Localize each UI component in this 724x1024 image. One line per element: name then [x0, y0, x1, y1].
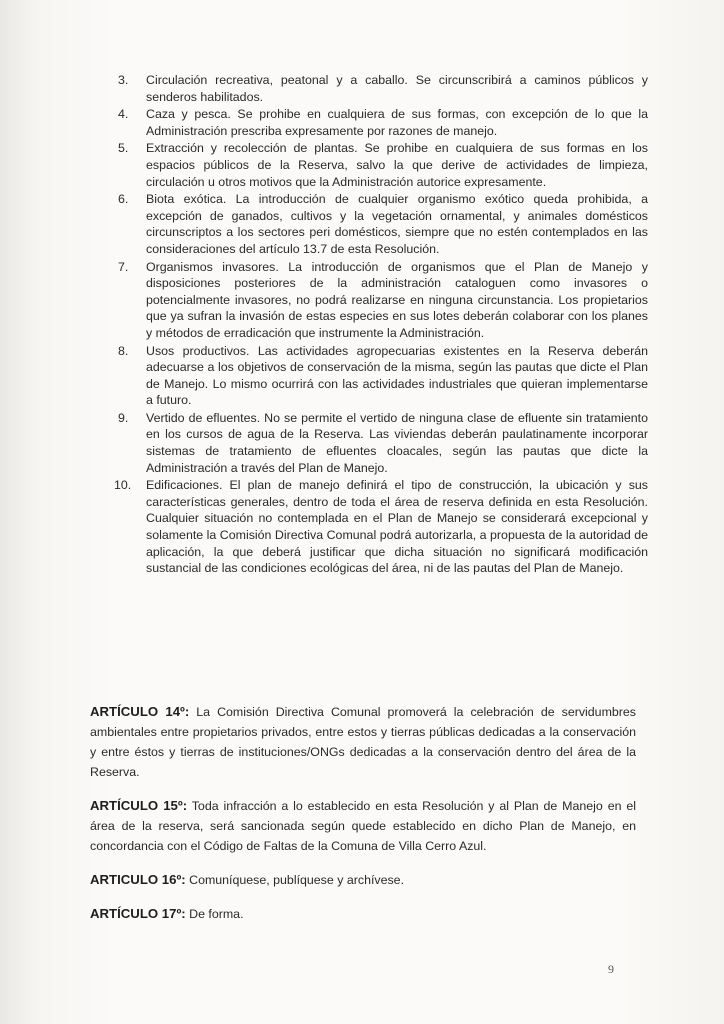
article-text: Toda infracción a lo establecido en esta Resolución y al Plan de Manejo en el área de la reserva, será sancionada según quede establecido en dicho Plan de Manejo, en concordancia con el Código de Faltas de la Comuna de Villa Cerro Azul. [90, 799, 636, 854]
item-text: Caza y pesca. Se prohibe en cualquiera de sus formas, con excepción de lo que la Administración prescriba expresamente por razones de manejo. [146, 107, 648, 138]
item-number: 9. [118, 410, 129, 425]
article-heading: ARTÍCULO 17º: [90, 906, 186, 922]
article-heading: ARTÍCULO 15º: [90, 798, 188, 814]
article-heading: ARTICULO 16º: [90, 872, 186, 888]
item-number: 5. [118, 141, 129, 156]
article-text: Comuníquese, publíquese y archívese. [185, 873, 405, 888]
article-text: De forma. [185, 907, 244, 922]
list-item [114, 477, 648, 577]
item-text: Edificaciones. El plan de manejo definirá el tipo de construcción, la ubicación y sus características generales, dentro de toda el área de reserva definida en esta Resolución. Cualquier situación no contemplada en el Plan de Manejo se considerará excepcional y solamente la Comisión Directiva Comunal podrá autorizarla, a propuesta de la autoridad de aplicación, la que deberá justificar que dicha situación no significará modificación sustancial de las condiciones ecológicas del área, ni de las pautas del Plan de Manejo. [146, 478, 648, 576]
list-item [118, 72, 648, 105]
item-number: 4. [118, 107, 129, 122]
item-number: 10. [114, 478, 132, 493]
item-number: 3. [118, 73, 129, 87]
numbered-list [114, 72, 648, 578]
list-item [118, 106, 648, 139]
item-text: Vertido de efluentes. No se permite el vertido de ninguna clase de efluente sin tratamiento en los cursos de agua de la Reserva. Las viviendas deberán paulatinamente incorporar sistemas de tratamiento de efluentes cloacales, según las pautas que dicte la Administración a través del Plan de Manejo. [146, 410, 648, 475]
item-text: Usos productivos. Las actividades agropecuarias existentes en la Reserva deberán adecuarse a los objetivos de conservación de la misma, según las pautas que dicte el Plan de Manejo. Lo mismo ocurrirá con las actividades industriales que quieran implementarse a futuro. [146, 343, 648, 408]
item-text: Extracción y recolección de plantas. Se prohibe en cualquiera de sus formas en los espacios públicos de la Reserva, salvo la que derive de actividades de limpieza, circulación u otros motivos que la Administración autorice expresamente. [146, 141, 648, 189]
list-item [118, 343, 648, 409]
item-number: 8. [118, 343, 129, 358]
article-heading: ARTÍCULO 14º: [90, 704, 190, 720]
item-text: Circulación recreativa, peatonal y a caballo. Se circunscribirá a caminos públicos y senderos habilitados. [146, 73, 648, 104]
item-text: Organismos invasores. La introducción de organismos que el Plan de Manejo y disposiciones posteriores de la administración cataloguen como invasores o potencialmente invasores, no podrá realizarse en ninguna circunstancia. Los propietarios que ya sufran la invasión de estas especies en sus lotes deberán colaborar con los planes y métodos de erradicación que instrumente la Administración. [146, 259, 648, 340]
list-item [118, 191, 648, 257]
list-item [118, 410, 648, 476]
item-number: 7. [118, 259, 129, 274]
list-item [118, 140, 648, 190]
article-17 [90, 904, 636, 924]
page-number: 9 [608, 962, 614, 976]
article-text: La Comisión Directiva Comunal promoverá la celebración de servidumbres ambientales entre propietarios privados, entre estos y tierras públicas dedicadas a la conservación y entre éstos y tierras de instituciones/ONGs dedicadas a la conservación dentro del área de la Reserva. [90, 705, 637, 780]
article-16 [90, 870, 636, 890]
articles-section [90, 690, 636, 938]
item-number: 6. [118, 192, 129, 207]
item-text: Biota exótica. La introducción de cualquier organismo exótico queda prohibida, a excepción de ganados, cultivos y la vegetación ornamental, y animales domésticos circunscriptos a los sectores peri domésticos, siempre que no estén contemplados en las consideraciones del artículo 13.7 de esta Resolución. [146, 192, 648, 256]
article-15 [90, 796, 636, 856]
list-item [118, 259, 648, 342]
article-14 [90, 702, 636, 782]
